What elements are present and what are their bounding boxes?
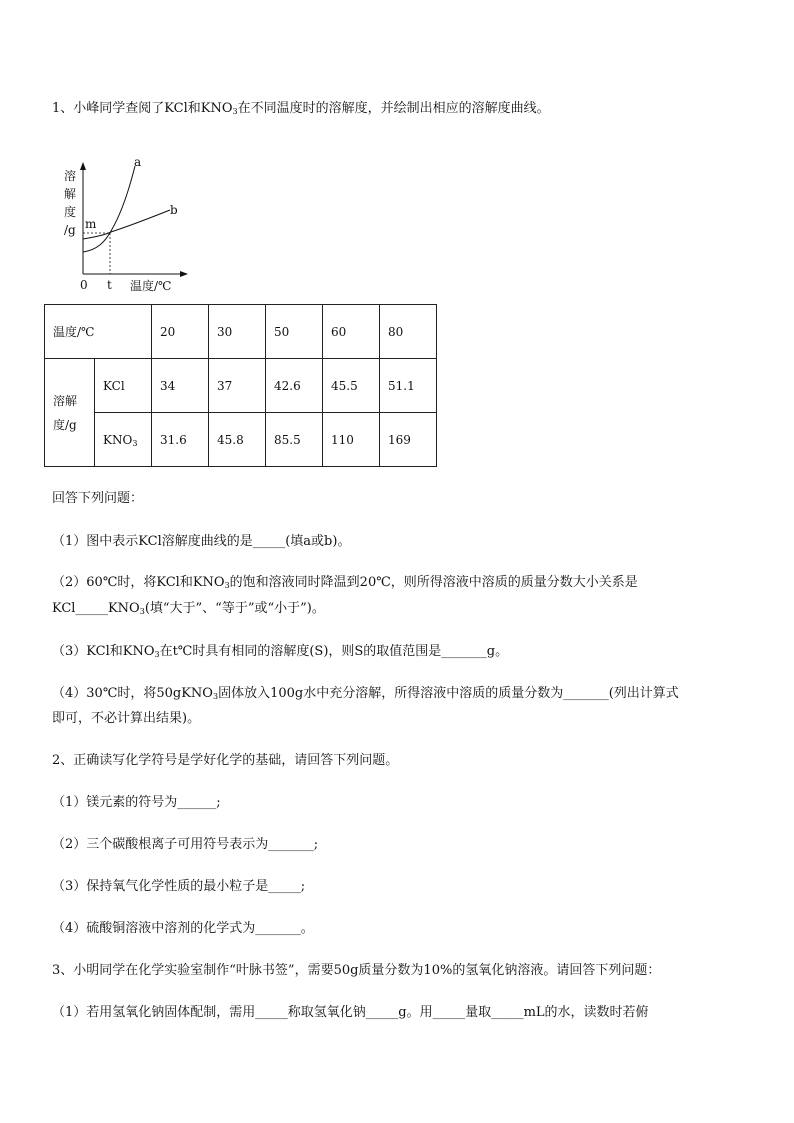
q1-sub3-text-a: （3）KCl和KNO [52, 644, 155, 659]
table-row [45, 359, 437, 413]
q1-sub4-text-a: （4）30℃时，将50gKNO [52, 686, 213, 701]
kno3-label [95, 413, 152, 467]
q1-sub2-text-a: （2）60℃时，将KCl和KNO [52, 575, 225, 590]
subscript: 3 [139, 607, 145, 616]
q1-sub4-line1 [52, 686, 679, 702]
q1-sub4-text-b: 固体放入100g水中充分溶解，所得溶液中溶质的质量分数为_______(列出计算式 [218, 686, 679, 701]
y-axis-arrow [80, 162, 86, 170]
curve-a-label: a [134, 155, 142, 169]
q1-sub2-text-d: (填“大于”、“等于”或“小于”)。 [144, 601, 325, 616]
kcl-label: KCl [95, 359, 152, 413]
solubility-label-line2: 度/g [53, 417, 77, 432]
table-cell: 42.6 [266, 359, 323, 413]
q1-sub2-text-c: KCl_____KNO [52, 601, 140, 616]
q2-sub1: （1）镁元素的符号为______; [52, 795, 221, 810]
m-label: m [85, 217, 97, 231]
q3-sub1: （1）若用氢氧化钠固体配制，需用_____称取氢氧化钠_____g。用_____量取_____mL的水，读数时若俯 [52, 1005, 649, 1020]
table-cell: 20 [152, 305, 209, 359]
q1-intro-text-a: 1、小峰同学查阅了KCl和KNO [52, 101, 233, 116]
table-row [45, 413, 437, 467]
subscript: 3 [212, 692, 219, 701]
y-label-line3: 度 [64, 205, 77, 219]
solubility-label [45, 359, 95, 467]
q1-sub1: （1）图中表示KCl溶解度曲线的是_____(填a或b)。 [52, 534, 351, 549]
origin-label: 0 [80, 278, 88, 292]
subscript: 3 [232, 107, 238, 116]
x-axis-arrow [180, 271, 188, 277]
table-cell: 34 [152, 359, 209, 413]
t-label: t [107, 278, 112, 292]
solubility-table [44, 304, 437, 467]
y-label-line1: 溶 [64, 169, 77, 183]
table-cell: 37 [209, 359, 266, 413]
y-label-line2: 解 [64, 187, 77, 201]
q3-intro: 3、小明同学在化学实验室制作“叶脉书签”，需要50g质量分数为10%的氢氧化钠溶液。请回答下列问题： [52, 963, 661, 978]
table-cell: 50 [266, 305, 323, 359]
table-cell: 60 [323, 305, 380, 359]
answer-prompt: 回答下列问题： [52, 491, 144, 506]
q1-sub3-text-b: 在t℃时具有相同的溶解度(S)，则S的取值范围是_______g。 [159, 644, 509, 659]
temp-header: 温度/℃ [45, 305, 152, 359]
table-cell: 169 [380, 413, 437, 467]
table-cell: 80 [380, 305, 437, 359]
curve-a [83, 166, 135, 252]
y-label-line4: /g [64, 223, 76, 237]
table-cell: 45.8 [209, 413, 266, 467]
x-axis-label: 温度/℃ [130, 279, 172, 293]
table-cell: 110 [323, 413, 380, 467]
q2-intro: 2、正确读写化学符号是学好化学的基础，请回答下列问题。 [52, 753, 399, 768]
curve-b-label: b [170, 203, 178, 217]
q2-sub4: （4）硫酸铜溶液中溶剂的化学式为_______。 [52, 921, 314, 936]
table-cell: 45.5 [323, 359, 380, 413]
table-cell: 30 [209, 305, 266, 359]
q1-sub2-text-b: 的饱和溶液同时降温到20℃，则所得溶液中溶质的质量分数大小关系是 [229, 575, 638, 590]
subscript: 3 [224, 581, 230, 590]
q1-intro-text-b: 在不同温度时的溶解度，并绘制出相应的溶解度曲线。 [237, 101, 550, 116]
solubility-curve-graph [55, 150, 195, 300]
subscript: 3 [154, 650, 160, 659]
q1-sub4-line2: 即可，不必计算出结果)。 [52, 711, 201, 726]
table-cell: 51.1 [380, 359, 437, 413]
table-cell: 31.6 [152, 413, 209, 467]
table-cell: 85.5 [266, 413, 323, 467]
q1-sub2-line2 [52, 601, 325, 617]
subscript: 3 [132, 438, 138, 448]
solubility-label-line1: 溶解 [53, 393, 78, 408]
q2-sub3: （3）保持氧气化学性质的最小粒子是_____; [52, 879, 306, 894]
q2-sub2: （2）三个碳酸根离子可用符号表示为_______; [52, 837, 319, 852]
q1-intro [52, 101, 550, 117]
q1-sub2-line1 [52, 575, 638, 591]
kno3-text: KNO [103, 432, 133, 447]
q1-sub3 [52, 644, 508, 660]
table-row [45, 305, 437, 359]
